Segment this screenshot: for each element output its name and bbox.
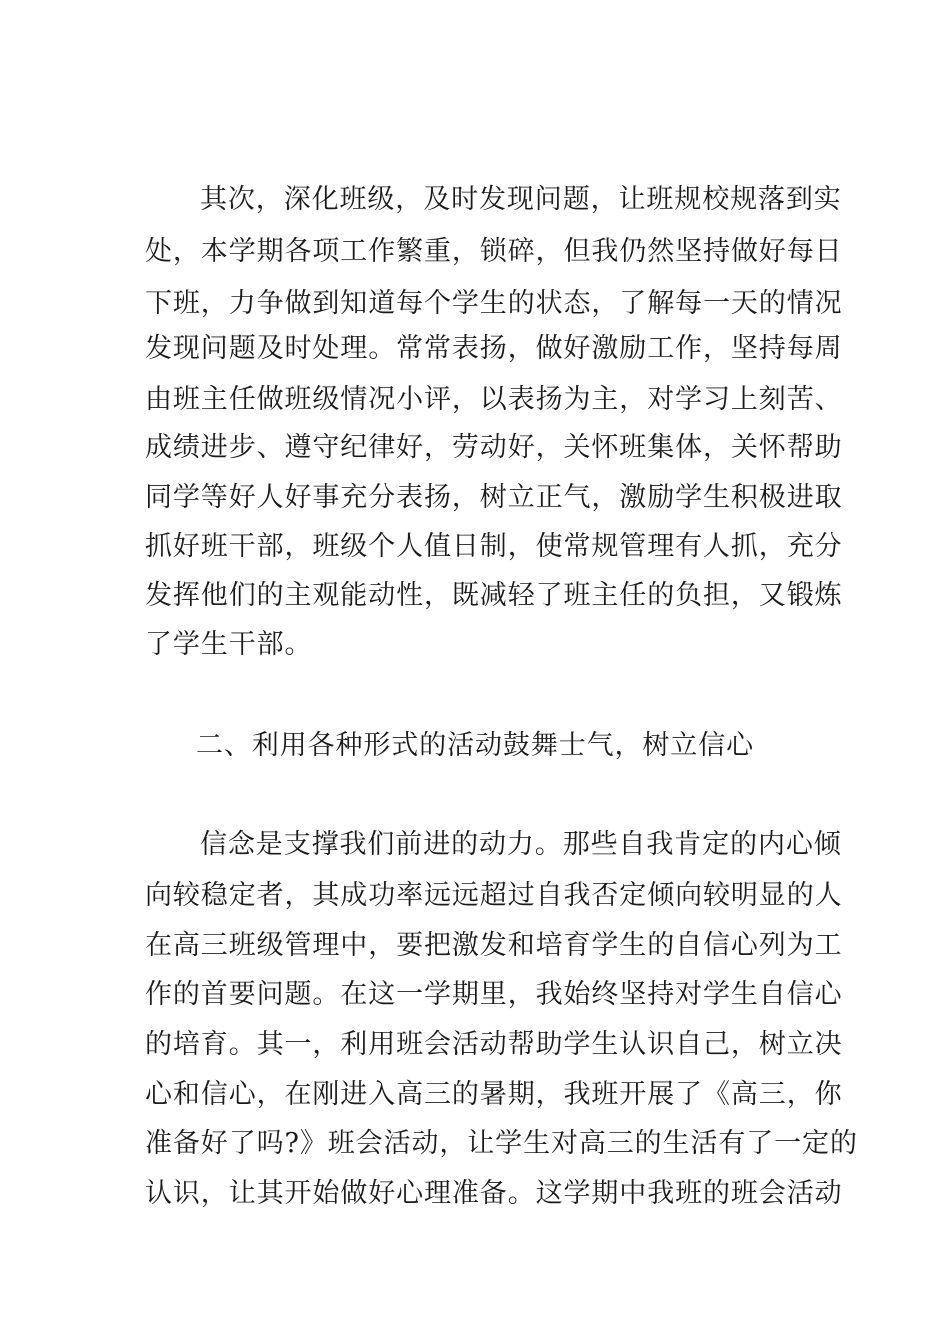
paragraph-line: 了学生干部。: [145, 629, 313, 660]
paragraph-line: 下班，力争做到知道每个学生的状态，了解每一天的情况: [145, 288, 843, 319]
paragraph-line: 其次，深化班级，及时发现问题，让班规校规落到实: [200, 184, 842, 215]
paragraph-line: 准备好了吗?》班会活动，让学生对高三的生活有了一定的: [145, 1128, 858, 1159]
paragraph-line: 的培育。其一，利用班会活动帮助学生认识自己，树立决: [145, 1029, 843, 1060]
paragraph-line: 处，本学期各项工作繁重，锁碎，但我仍然坚持做好每日: [145, 236, 843, 267]
paragraph-line: 在高三班级管理中，要把激发和培育学生的自信心列为工: [145, 930, 843, 961]
paragraph-line: 心和信心，在刚进入高三的暑期，我班开展了《高三，你: [145, 1079, 843, 1110]
paragraph-line: 由班主任做班级情况小评，以表扬为主，对学习上刻苦、: [145, 384, 843, 415]
paragraph-line: 向较稳定者，其成功率远远超过自我否定倾向较明显的人: [145, 880, 843, 911]
paragraph-line: 发挥他们的主观能动性，既减轻了班主任的负担，又锻炼: [145, 580, 843, 611]
paragraph-line: 同学等好人好事充分表扬，树立正气，激励学生积极进取: [145, 482, 843, 513]
paragraph-line: 成绩进步、遵守纪律好，劳动好，关怀班集体，关怀帮助: [145, 432, 843, 463]
paragraph-line: 发现问题及时处理。常常表扬，做好激励工作，坚持每周: [145, 333, 843, 364]
paragraph-line: 信念是支撑我们前进的动力。那些自我肯定的内心倾: [200, 829, 842, 860]
section-heading: 二、利用各种形式的活动鼓舞士气，树立信心: [196, 730, 754, 761]
paragraph-line: 认识，让其开始做好心理准备。这学期中我班的班会活动: [145, 1178, 843, 1209]
paragraph-line: 作的首要问题。在这一学期里，我始终坚持对学生自信心: [145, 979, 843, 1010]
paragraph-line: 抓好班干部，班级个人值日制，使常规管理有人抓，充分: [145, 531, 843, 562]
